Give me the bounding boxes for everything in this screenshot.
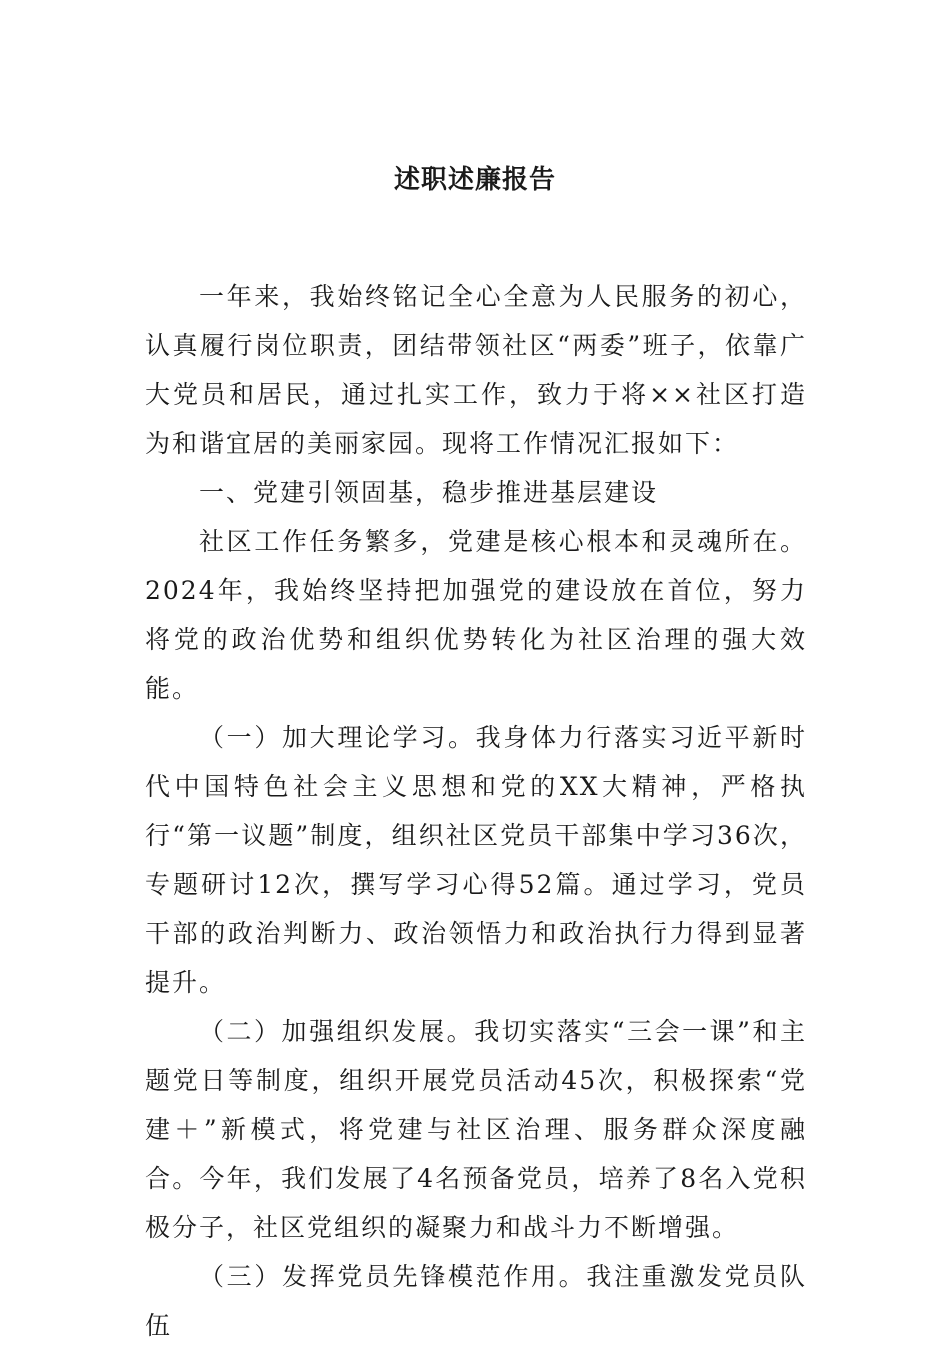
paragraph-vanguard: （三）发挥党员先锋模范作用。我注重激发党员队伍 (145, 1262, 807, 1340)
paragraph-party-building: 社区工作任务繁多，党建是核心根本和灵魂所在。2024年，我始终坚持把加强党的建设放在首位，努力将党的政治优势和组织优势转化为社区治理的强大效能。 (145, 527, 807, 703)
paragraph-theory-study: （一）加大理论学习。我身体力行落实习近平新时代中国特色社会主义思想和党的XX大精神，严格执行“第一议题”制度，组织社区党员干部集中学习36次，专题研讨12次，撰写学习心得52篇。通过学习，党员干部的政治判断力、政治领悟力和政治执行力得到显著提升。 (145, 723, 807, 997)
document-body (145, 272, 807, 1350)
paragraph-intro: 一年来，我始终铭记全心全意为人民服务的初心，认真履行岗位职责，团结带领社区“两委”班子，依靠广大党员和居民，通过扎实工作，致力于将××社区打造为和谐宜居的美丽家园。现将工作情况汇报如下： (145, 282, 807, 458)
section-heading-1: 一、党建引领固基，稳步推进基层建设 (199, 478, 659, 507)
document-title: 述职述廉报告 (393, 165, 556, 195)
paragraph-organization: （二）加强组织发展。我切实落实“三会一课”和主题党日等制度，组织开展党员活动45次，积极探索“党建＋”新模式，将党建与社区治理、服务群众深度融合。今年，我们发展了4名预备党员，培养了8名入党积极分子，社区党组织的凝聚力和战斗力不断增强。 (145, 1017, 807, 1242)
